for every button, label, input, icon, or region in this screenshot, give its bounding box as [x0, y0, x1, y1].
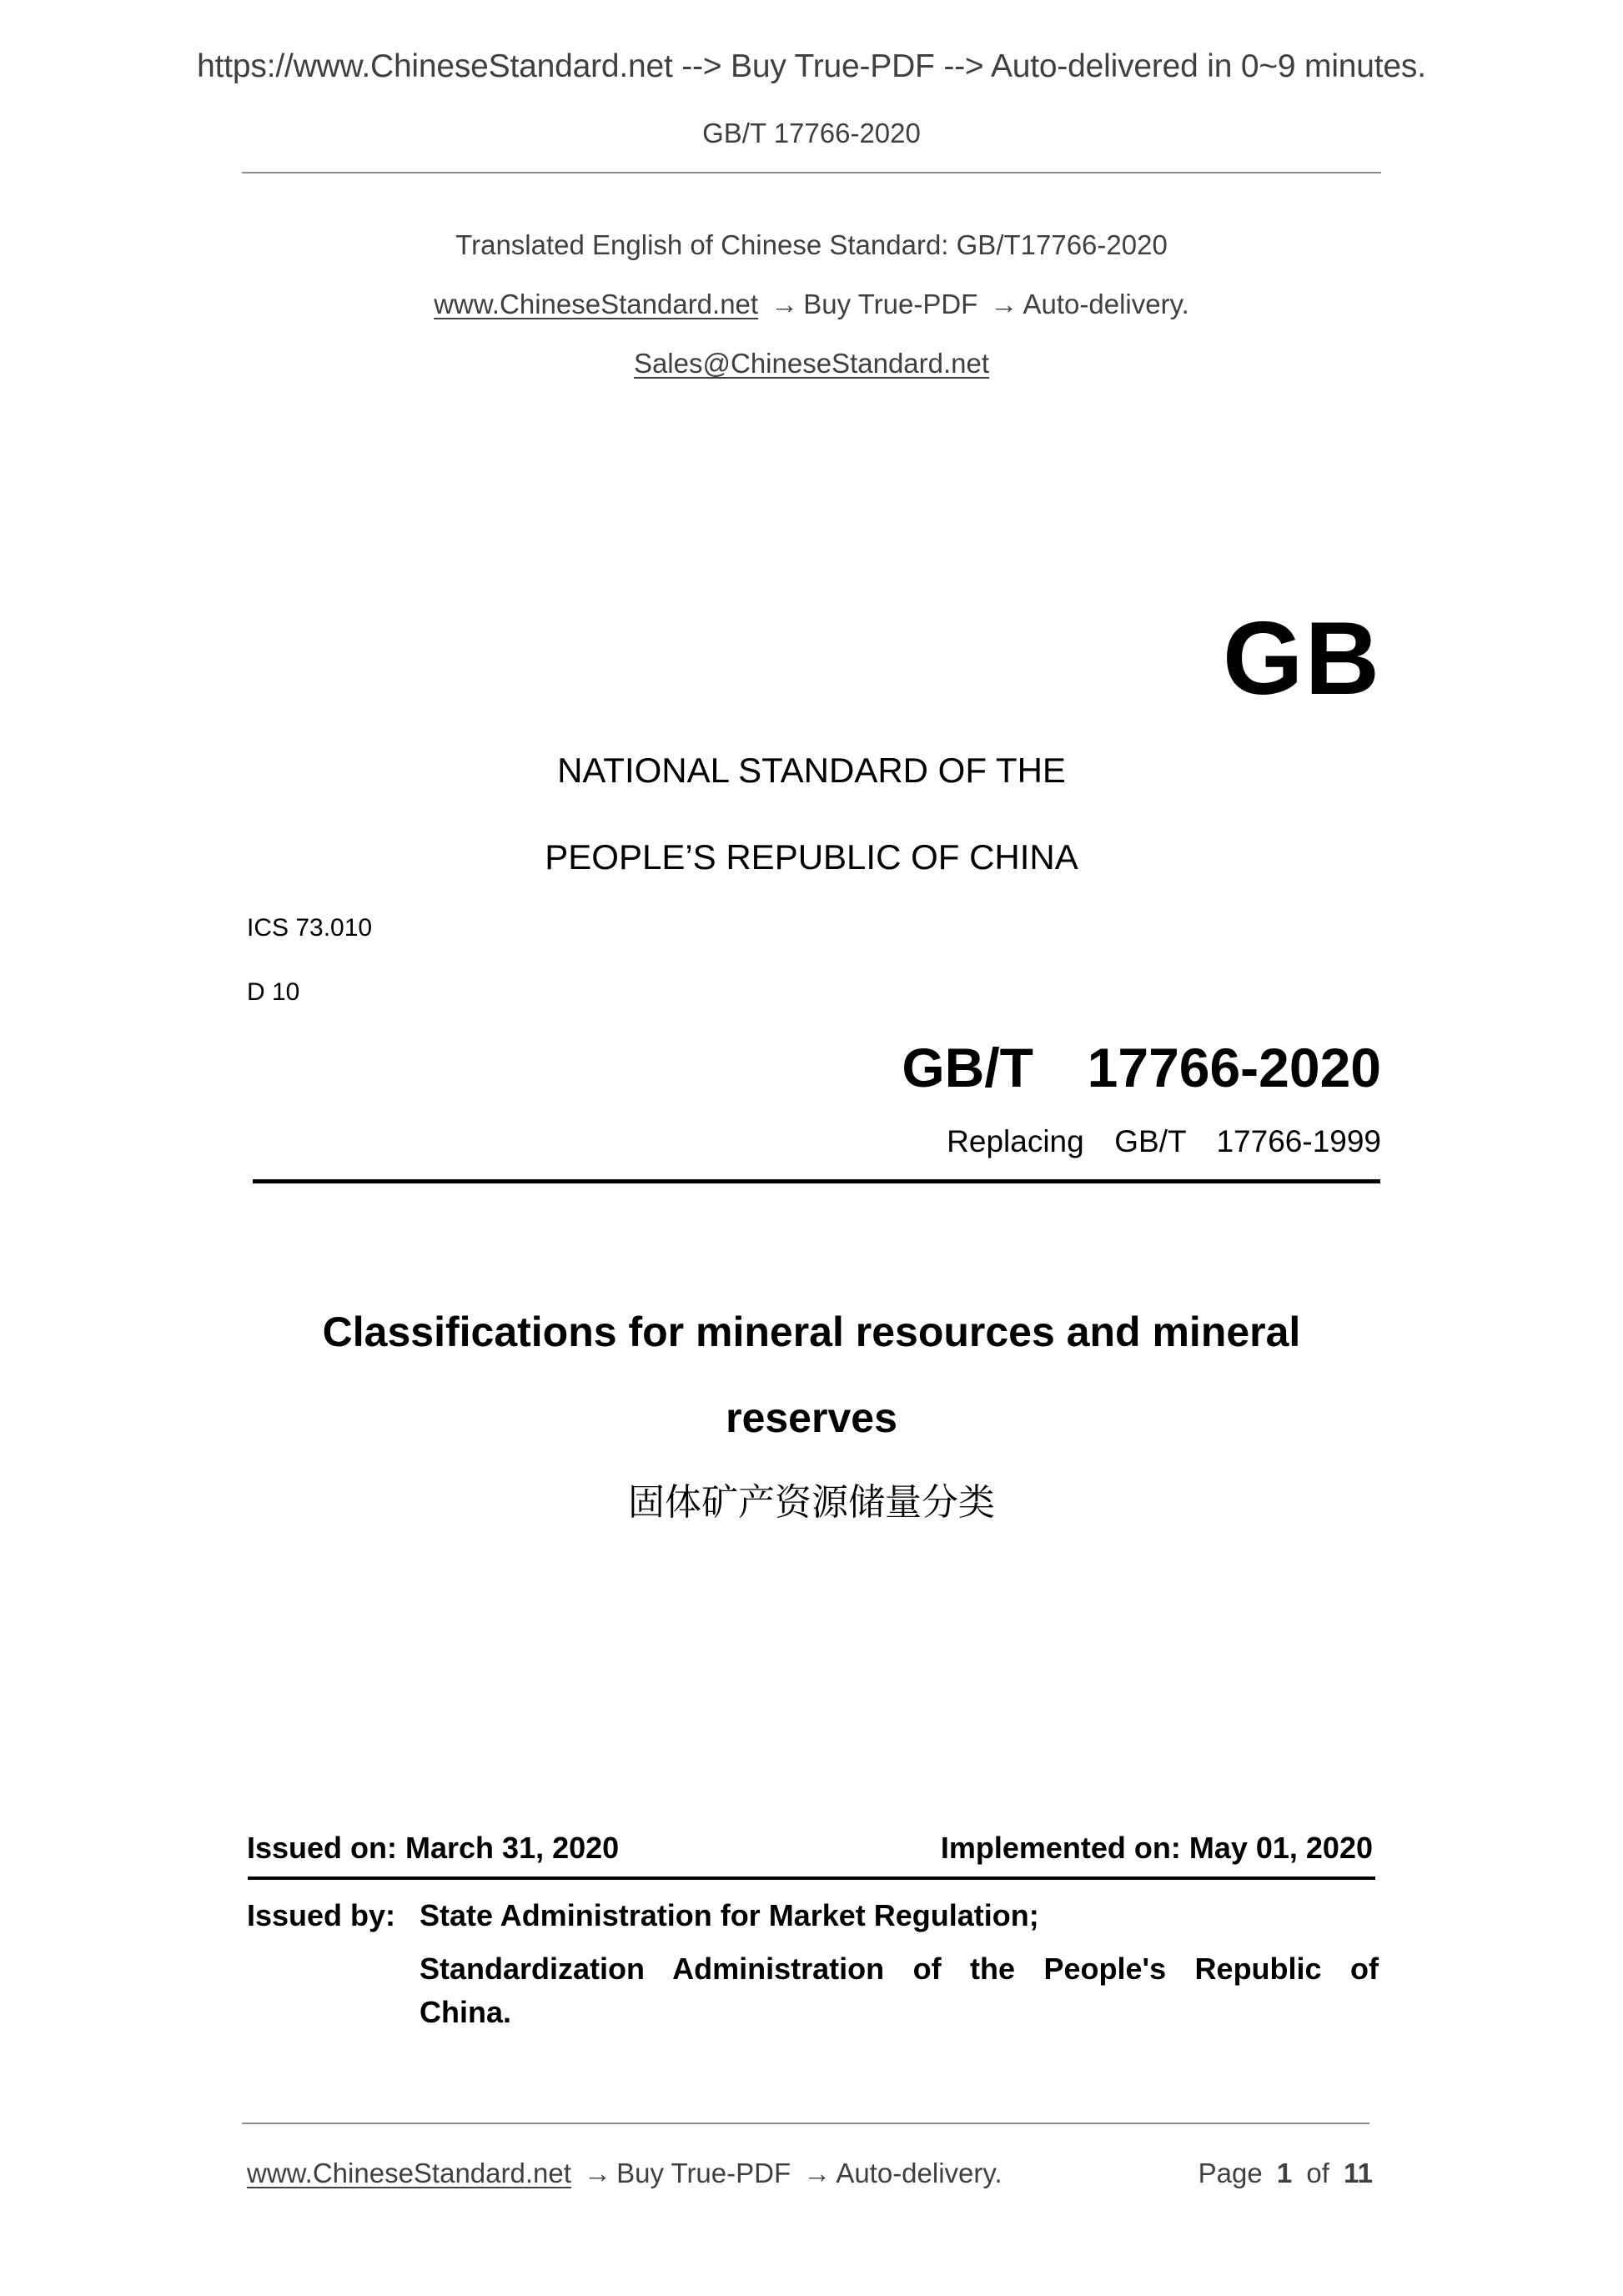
arrow-right-icon: → — [771, 289, 799, 319]
national-standard-line2: PEOPLE’S REPUBLIC OF CHINA — [545, 837, 1078, 877]
arrow-right-icon: → — [803, 2158, 832, 2188]
title-en-line2: reserves — [726, 1394, 897, 1441]
issuer-1: State Administration for Market Regulation; — [420, 1898, 1039, 1932]
standard-number-rule — [253, 1179, 1380, 1183]
top-banner: https://www.ChineseStandard.net --> Buy True-PDF --> Auto-delivered in 0~9 minutes. — [197, 48, 1426, 84]
issue-dates-row — [247, 1828, 1373, 1868]
purchase-line — [0, 286, 1623, 323]
page-of: of — [1306, 2158, 1329, 2188]
issue-dates-rule — [248, 1876, 1375, 1880]
page-indicator — [1198, 2155, 1373, 2192]
issued-on: Issued on: March 31, 2020 — [247, 1831, 620, 1865]
header-rule — [242, 172, 1381, 173]
issuer-2-line1: Standardization Administration of the People's Republic of — [420, 1952, 1379, 1986]
issuer-2-line2: China. — [420, 1995, 512, 2029]
ics-code: ICS 73.010 — [247, 914, 373, 942]
gb-logo: GB — [1223, 601, 1381, 716]
email-line — [0, 345, 1623, 382]
page-current: 1 — [1276, 2158, 1293, 2188]
implemented-on: Implemented on: May 01, 2020 — [940, 1831, 1373, 1865]
buy-label: Buy True-PDF — [803, 289, 978, 319]
delivery-label: Auto-delivery. — [1023, 289, 1189, 319]
title-en-line1: Classifications for mineral resources and mineral — [322, 1309, 1301, 1355]
arrow-right-icon: → — [584, 2158, 612, 2188]
national-standard-line1: NATIONAL STANDARD OF THE — [557, 751, 1066, 790]
translation-line: Translated English of Chinese Standard: GB/T17766-2020 — [455, 229, 1168, 260]
page-label: Page — [1198, 2158, 1263, 2188]
ccs-code: D 10 — [247, 978, 300, 1006]
footer-buy-label: Buy True-PDF — [616, 2158, 791, 2188]
issued-by-label: Issued by: — [247, 1898, 396, 1932]
header-doc-code: GB/T 17766-2020 — [702, 118, 921, 148]
footer-site-link[interactable]: www.ChineseStandard.net — [247, 2158, 571, 2188]
arrow-right-icon: → — [990, 289, 1018, 319]
footer-delivery-label: Auto-delivery. — [836, 2158, 1002, 2188]
standard-number: GB/T 17766-2020 — [902, 1037, 1381, 1098]
email-link[interactable]: Sales@ChineseStandard.net — [633, 348, 990, 379]
title-cn: 固体矿产资源储量分类 — [628, 1481, 995, 1524]
footer-purchase-line — [247, 2155, 1002, 2192]
footer-rule — [242, 2123, 1369, 2124]
page-total: 11 — [1344, 2158, 1373, 2188]
replacing-note: Replacing GB/T 17766-1999 — [947, 1124, 1381, 1158]
site-link[interactable]: www.ChineseStandard.net — [434, 289, 759, 319]
